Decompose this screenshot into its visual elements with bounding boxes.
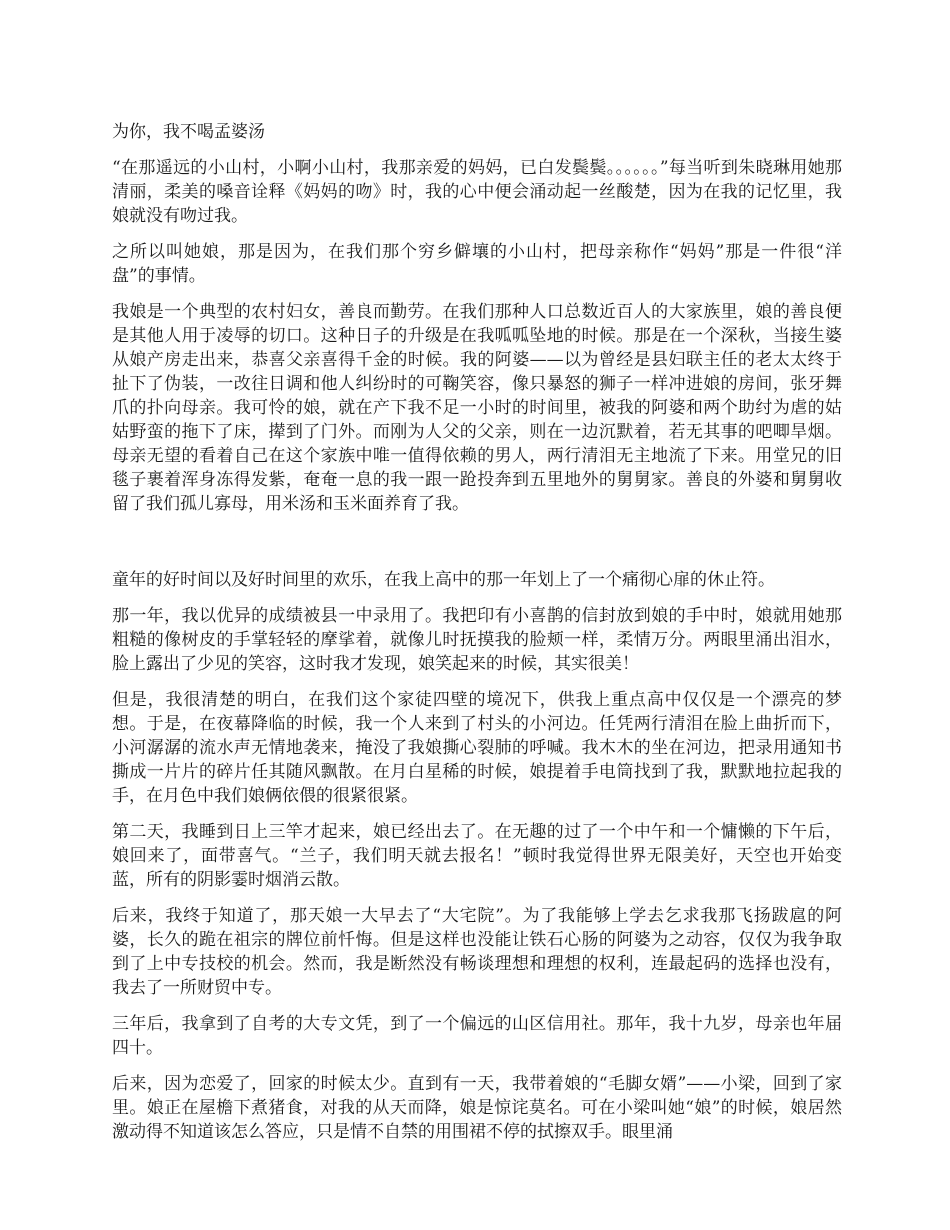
paragraph: 三年后，我拿到了自考的大专文凭，到了一个偏远的山区信用社。那年，我十九岁，母亲也年届四十。: [112, 1014, 842, 1058]
paragraph: 童年的好时间以及好时间里的欢乐，在我上高中的那一年划上了一个痛彻心扉的休止符。: [112, 570, 775, 590]
section-gap: [112, 528, 842, 568]
paragraph: 但是，我很清楚的明白，在我们这个家徒四壁的境况下，供我上重点高中仅仅是一个漂亮的梦想。于是，在夜幕降临的时候，我一个人来到了村头的小河边。任凭两行清泪在脸上曲折而下，小河潺潺的流水声无情地袭来，掩没了我娘撕心裂肺的呼喊。我木木的坐在河边，把录用通知书撕成一片片的碎片任其随风飘散。在月白星稀的时候，娘提着手电筒找到了我，默默地拉起我的手，在月色中我们娘俩依偎的很紧很紧。: [112, 690, 842, 806]
paragraph: “在那遥远的小山村，小啊小山村，我那亲爱的妈妈，已白发鬓鬓。。。。。。”每当听到朱晓琳用她那清丽，柔美的嗓音诠释《妈妈的吻》时，我的心中便会涌动起一丝酸楚，因为在我的记忆里，我娘就没有吻过我。: [112, 158, 842, 226]
paragraph: 后来，因为恋爱了，回家的时候太少。直到有一天，我带着娘的“毛脚女婿”——小梁，回到了家里。娘正在屋檐下煮猪食，对我的从天而降，娘是惊诧莫名。可在小梁叫她“娘”的时候，娘居然激动得不知道该怎么答应，只是情不自禁的用围裙不停的拭擦双手。眼里涌: [112, 1074, 842, 1142]
paragraph: 那一年，我以优异的成绩被县一中录用了。我把印有小喜鹊的信封放到娘的手中时，娘就用她那粗糙的像树皮的手掌轻轻的摩挲着，就像儿时抚摸我的脸颊一样，柔情万分。两眼里涌出泪水，脸上露出了少见的笑容，这时我才发现，娘笑起来的时候，其实很美！: [112, 606, 842, 674]
paragraph: 我娘是一个典型的农村妇女，善良而勤劳。在我们那种人口总数近百人的大家族里，娘的善良便是其他人用于凌辱的切口。这种日子的升级是在我呱呱坠地的时候。那是在一个深秋，当接生婆从娘产房走出来，恭喜父亲喜得千金的时候。我的阿婆——以为曾经是县妇联主任的老太太终于扯下了伪装，一改往日调和他人纠纷时的可鞠笑容，像只暴怒的狮子一样冲进娘的房间，张牙舞爪的扑向母亲。我可怜的娘，就在产下我不足一小时的时间里，被我的阿婆和两个助纣为虐的姑姑野蛮的拖下了床，撵到了门外。而刚为人父的父亲，则在一边沉默着，若无其事的吧唧旱烟。母亲无望的看着自己在这个家族中唯一值得依赖的男人，两行清泪无主地流了下来。用堂兄的旧毯子裹着浑身冻得发紫，奄奄一息的我一跟一跄投奔到五里地外的舅舅家。善良的外婆和舅舅收留了我们孤儿寡母，用米汤和玉米面养育了我。: [112, 302, 842, 514]
document-title: 为你，我不喝孟婆汤: [112, 122, 265, 142]
document-body: [112, 120, 842, 1156]
paragraph: 第二天，我睡到日上三竿才起来，娘已经出去了。在无趣的过了一个中午和一个慵懒的下午后，娘回来了，面带喜气。“兰子，我们明天就去报名！”顿时我觉得世界无限美好，天空也开始变蓝，所有的阴影霎时烟消云散。: [112, 822, 842, 890]
paragraph: 之所以叫她娘，那是因为，在我们那个穷乡僻壤的小山村，把母亲称作“妈妈”那是一件很“洋盘”的事情。: [112, 242, 842, 286]
paragraph: 后来，我终于知道了，那天娘一大早去了“大宅院”。为了我能够上学去乞求我那飞扬跋扈的阿婆，长久的跪在祖宗的牌位前忏悔。但是这样也没能让铁石心肠的阿婆为之动容，仅仅为我争取到了上中专技校的机会。然而，我是断然没有畅谈理想和理想的权利，连最起码的选择也没有，我去了一所财贸中专。: [112, 906, 842, 998]
